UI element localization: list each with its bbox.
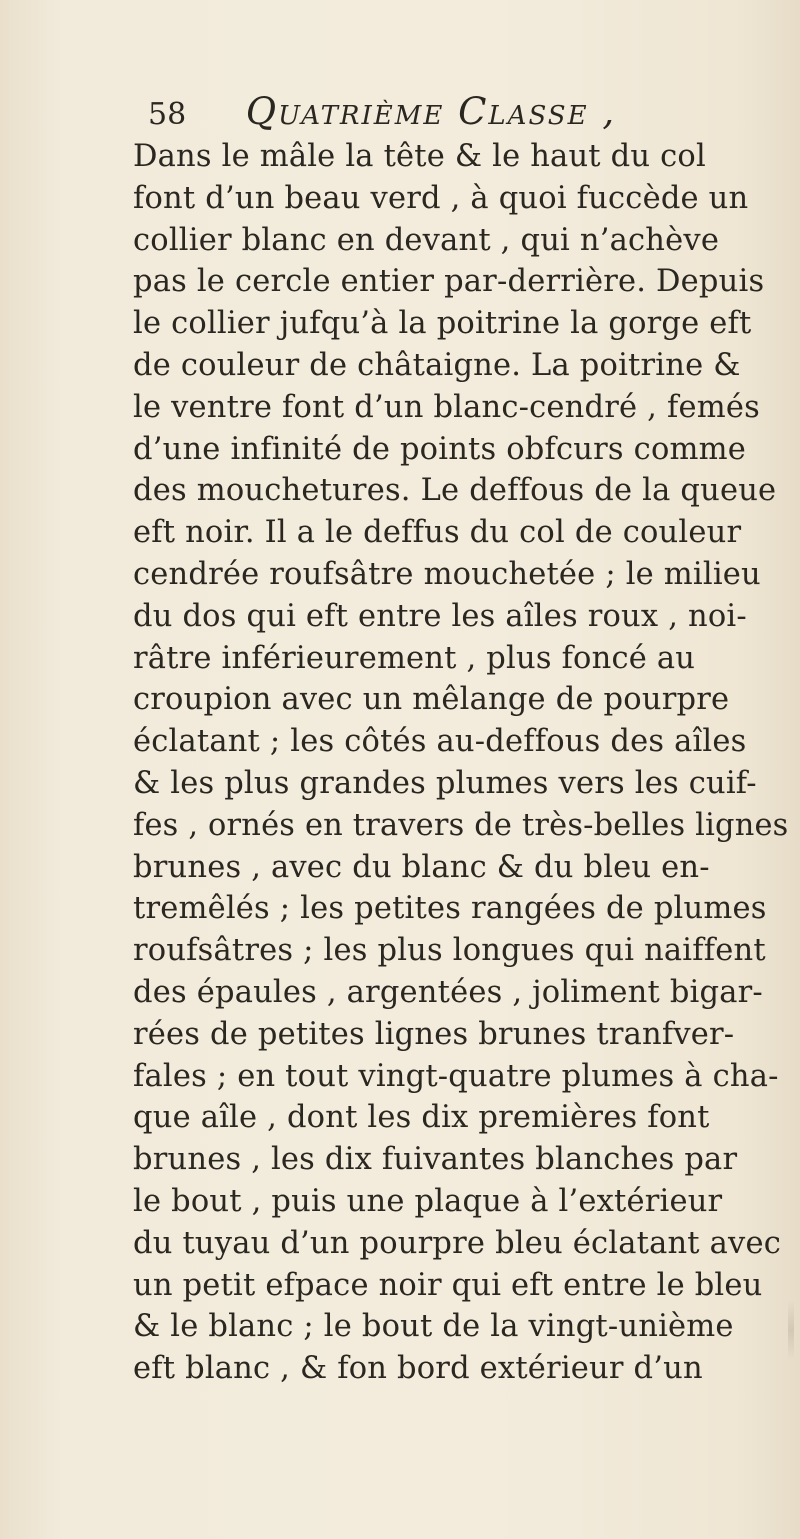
text-line: & le blanc ; le bout de la vingt-unième <box>133 1309 734 1345</box>
text-line: croupion avec un mêlange de pourpre <box>133 682 730 718</box>
text-line: rées de petites lignes brunes tranfver- <box>133 1016 735 1052</box>
text-line: brunes , les dix fuivantes blanches par <box>133 1142 738 1178</box>
text-line: des mouchetures. Le deffous de la queue <box>133 473 777 509</box>
text-line: fes , ornés en travers de très-belles lignes <box>133 807 789 843</box>
text-line: cendrée roufsâtre mouchetée ; le milieu <box>133 556 761 592</box>
page-edge-shadow <box>788 1300 794 1360</box>
text-line: eft noir. Il a le deffus du col de couleur <box>133 515 742 551</box>
text-line: le bout , puis une plaque à l’extérieur <box>133 1183 723 1219</box>
page-number: 58 <box>148 97 187 132</box>
text-line: Dans le mâle la tête & le haut du col <box>133 139 706 174</box>
text-line: de couleur de châtaigne. La poitrine & <box>133 347 741 383</box>
text-line: le collier jufqu’à la poitrine la gorge eft <box>133 306 752 342</box>
text-line: fales ; en tout vingt-quatre plumes à cha- <box>133 1058 779 1094</box>
page-header <box>148 86 708 138</box>
text-line: des épaules , argentées , joliment bigar- <box>133 974 763 1010</box>
text-line: & les plus grandes plumes vers les cuif- <box>133 765 757 801</box>
text-line: du tuyau d’un pourpre bleu éclatant avec <box>133 1225 781 1261</box>
text-line: roufsâtres ; les plus longues qui naiffent <box>133 933 766 969</box>
text-line: que aîle , dont les dix premières font <box>133 1100 710 1136</box>
text-line: le ventre font d’un blanc-cendré , femés <box>133 389 760 425</box>
running-head: Quatrième Classe , <box>245 90 617 133</box>
text-line: éclatant ; les côtés au-deffous des aîles <box>133 724 747 760</box>
text-line: pas le cercle entier par-derrière. Depuis <box>133 264 765 300</box>
text-line: brunes , avec du blanc & du bleu en- <box>133 849 710 885</box>
text-line: un petit efpace noir qui eft entre le bleu <box>133 1267 763 1303</box>
text-line: tremêlés ; les petites rangées de plumes <box>133 891 767 927</box>
text-line: eft blanc , & fon bord extérieur d’un <box>133 1351 703 1387</box>
text-line: du dos qui eft entre les aîles roux , noi- <box>133 598 747 634</box>
text-line: collier blanc en devant , qui n’achève <box>133 222 720 258</box>
body-text <box>133 136 793 1390</box>
text-line: d’une infinité de points obfcurs comme <box>133 431 747 467</box>
text-line: râtre inférieurement , plus foncé au <box>133 640 696 676</box>
text-line: font d’un beau verd , à quoi fuccède un <box>133 180 749 216</box>
